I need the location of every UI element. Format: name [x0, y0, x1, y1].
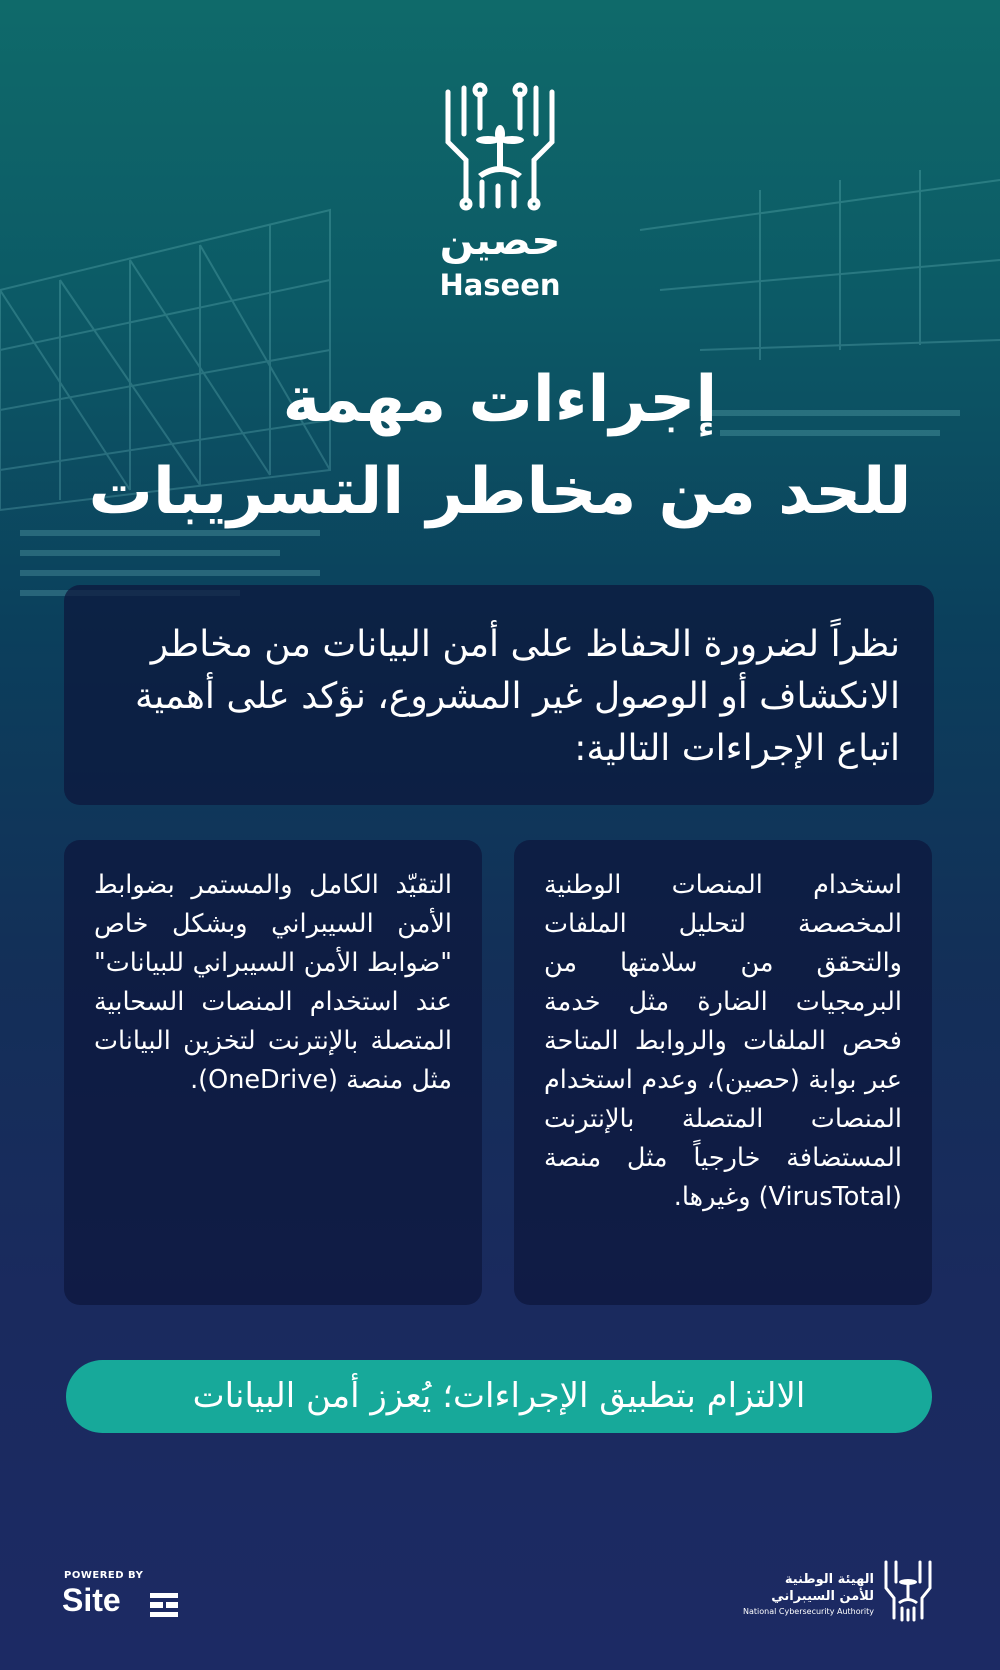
- procedure-text: استخدام المنصات الوطنية المخصصة لتحليل الملفات والتحقق من سلامتها من البرمجيات الضارة مثل خدمة فحص الملفات والروابط المتاحة عبر بوابة (حصين)، وعدم استخدام المنصات المتصلة بالإنترنت المستضافة خارجياً مثل منصة (VirusTotal) وغيرها.: [544, 870, 902, 1212]
- powered-by-label: POWERED BY: [64, 1570, 144, 1581]
- page-title-line-1: إجراءات مهمة: [282, 363, 718, 437]
- procedure-card-platforms: [514, 840, 932, 1305]
- nca-emblem-icon: [880, 1558, 936, 1622]
- banner-text: الالتزام بتطبيق الإجراءات؛ يُعزز أمن البيانات: [192, 1376, 806, 1416]
- intro-box: [64, 585, 934, 805]
- authority-name-arabic-line-2: للأمن السيبراني: [771, 1589, 874, 1604]
- page-title-line-2: للحد من مخاطر التسريبات: [88, 455, 912, 529]
- site-logo-icon: [150, 1593, 178, 1617]
- procedure-text: التقيّد الكامل والمستمر بضوابط الأمن السيبراني وبشكل خاص "ضوابط الأمن السيبراني للبيانات" عند استخدام المنصات السحابية المتصلة بالإنترنت لتخزين البيانات مثل منصة (OneDrive).: [94, 870, 452, 1095]
- commitment-banner: [66, 1360, 932, 1433]
- logo-name-arabic: حصين: [439, 218, 561, 264]
- authority-name-arabic-line-1: الهيئة الوطنية: [784, 1572, 874, 1587]
- authority-name-english: National Cybersecurity Authority: [743, 1607, 874, 1616]
- logo-name-english: Haseen: [439, 268, 561, 302]
- intro-text: نظراً لضرورة الحفاظ على أمن البيانات من مخاطر الانكشاف أو الوصول غير المشروع، نؤكد على أهمية اتباع الإجراءات التالية:: [134, 624, 900, 769]
- haseen-logo-icon: [438, 82, 562, 212]
- procedure-card-cloud: [64, 840, 482, 1305]
- site-logo-text: Site: [62, 1582, 121, 1618]
